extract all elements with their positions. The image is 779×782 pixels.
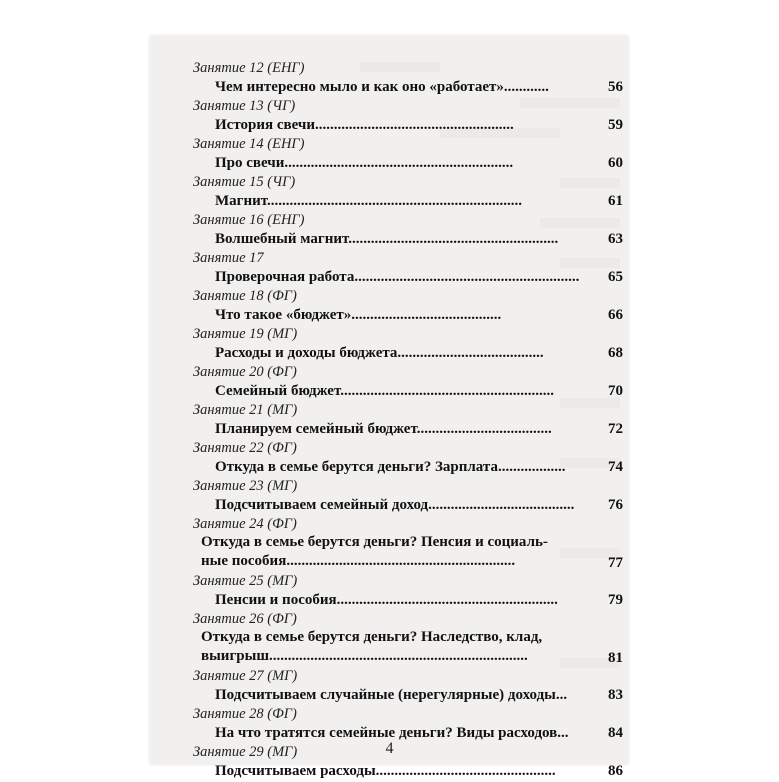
toc-entry[interactable] bbox=[193, 628, 625, 668]
entry-page-number: 60 bbox=[608, 155, 623, 171]
entry-page-number: 68 bbox=[608, 345, 623, 361]
toc-item bbox=[193, 288, 625, 326]
entry-page-number: 59 bbox=[608, 117, 623, 133]
entry-page-number: 86 bbox=[608, 763, 623, 779]
entry-title: Расходы и доходы бюджета....................................... bbox=[215, 345, 544, 361]
lesson-label: Занятие 21 (МГ) bbox=[193, 402, 298, 418]
lesson-label: Занятие 19 (МГ) bbox=[193, 326, 298, 342]
lesson-label: Занятие 28 (ФГ) bbox=[193, 706, 297, 722]
toc-item bbox=[193, 98, 625, 136]
toc-entry[interactable] bbox=[193, 115, 625, 136]
lesson-label: Занятие 12 (ЕНГ) bbox=[193, 60, 305, 76]
entry-page-number: 81 bbox=[608, 650, 623, 666]
entry-title: Проверочная работа............................................................ bbox=[215, 269, 580, 285]
entry-page-number: 66 bbox=[608, 307, 623, 323]
entry-title-line1: Откуда в семье берутся деньги? Наследство, клад, bbox=[201, 629, 543, 645]
toc-entry[interactable] bbox=[193, 457, 625, 478]
lesson-label: Занятие 24 (ФГ) bbox=[193, 516, 297, 532]
toc-item bbox=[193, 326, 625, 364]
lesson-label: Занятие 25 (МГ) bbox=[193, 573, 298, 589]
entry-title-line1: Откуда в семье берутся деньги? Пенсия и социаль- bbox=[201, 534, 548, 550]
entry-page-number: 65 bbox=[608, 269, 623, 285]
entry-title: История свечи..................................................... bbox=[215, 117, 514, 133]
toc-item bbox=[193, 250, 625, 288]
toc-item bbox=[193, 402, 625, 440]
toc-entry[interactable] bbox=[193, 343, 625, 364]
lesson-label: Занятие 22 (ФГ) bbox=[193, 440, 297, 456]
toc-item bbox=[193, 706, 625, 744]
entry-title: Про свечи............................................................. bbox=[215, 155, 514, 171]
entry-title-line2: ные пособия............................................................. bbox=[201, 553, 516, 569]
entry-title: Подсчитываем расходы................................................ bbox=[215, 763, 556, 779]
lesson-label: Занятие 16 (ЕНГ) bbox=[193, 212, 305, 228]
entry-page-number: 84 bbox=[608, 725, 623, 741]
lesson-label: Занятие 18 (ФГ) bbox=[193, 288, 297, 304]
entry-page-number: 77 bbox=[608, 555, 623, 571]
entry-title bbox=[201, 628, 581, 666]
lesson-label: Занятие 13 (ЧГ) bbox=[193, 98, 296, 114]
entry-title: Семейный бюджет......................................................... bbox=[215, 383, 554, 399]
lesson-label: Занятие 15 (ЧГ) bbox=[193, 174, 296, 190]
toc-entry[interactable] bbox=[193, 191, 625, 212]
toc-item bbox=[193, 212, 625, 250]
entry-title: Волшебный магнит........................................................ bbox=[215, 231, 559, 247]
toc-entry[interactable] bbox=[193, 533, 625, 573]
toc-entry[interactable] bbox=[193, 229, 625, 250]
toc-item bbox=[193, 516, 625, 573]
toc-item bbox=[193, 60, 625, 98]
entry-title: Пенсии и пособия........................................................... bbox=[215, 592, 558, 608]
entry-title: На что тратятся семейные деньги? Виды расходов... bbox=[215, 725, 569, 741]
lesson-label: Занятие 17 bbox=[193, 250, 264, 266]
lesson-label: Занятие 29 (МГ) bbox=[193, 744, 298, 760]
toc-item bbox=[193, 440, 625, 478]
toc-entry[interactable] bbox=[193, 685, 625, 706]
lesson-label: Занятие 14 (ЕНГ) bbox=[193, 136, 305, 152]
toc-entry[interactable] bbox=[193, 419, 625, 440]
entry-title: Откуда в семье берутся деньги? Зарплата.................. bbox=[215, 459, 566, 475]
entry-title: Подсчитываем семейный доход....................................... bbox=[215, 497, 575, 513]
page-number: 4 bbox=[385, 740, 394, 757]
entry-page-number: 79 bbox=[608, 592, 623, 608]
toc-item bbox=[193, 668, 625, 706]
toc-entry[interactable] bbox=[193, 305, 625, 326]
entry-title: Подсчитываем случайные (нерегулярные) доходы... bbox=[215, 687, 568, 703]
entry-title: Что такое «бюджет»........................................ bbox=[215, 307, 502, 323]
lesson-label: Занятие 23 (МГ) bbox=[193, 478, 298, 494]
toc-entry[interactable] bbox=[193, 153, 625, 174]
lesson-label: Занятие 26 (ФГ) bbox=[193, 611, 297, 627]
entry-page-number: 72 bbox=[608, 421, 623, 437]
toc-entry[interactable] bbox=[193, 381, 625, 402]
entry-page-number: 56 bbox=[608, 79, 623, 95]
entry-title: Планируем семейный бюджет.................................... bbox=[215, 421, 552, 437]
toc-item bbox=[193, 174, 625, 212]
toc-entry[interactable] bbox=[193, 267, 625, 288]
lesson-label: Занятие 27 (МГ) bbox=[193, 668, 298, 684]
entry-title bbox=[201, 533, 581, 571]
toc-item bbox=[193, 136, 625, 174]
entry-page-number: 76 bbox=[608, 497, 623, 513]
entry-page-number: 63 bbox=[608, 231, 623, 247]
lesson-label: Занятие 20 (ФГ) bbox=[193, 364, 297, 380]
entry-page-number: 83 bbox=[608, 687, 623, 703]
toc-entry[interactable] bbox=[193, 77, 625, 98]
entry-title-line2: выигрыш..................................................................... bbox=[201, 648, 528, 664]
toc-item bbox=[193, 478, 625, 516]
entry-page-number: 61 bbox=[608, 193, 623, 209]
toc-entry[interactable] bbox=[193, 590, 625, 611]
entry-page-number: 70 bbox=[608, 383, 623, 399]
table-of-contents bbox=[193, 60, 625, 782]
entry-title: Магнит.................................................................... bbox=[215, 193, 522, 209]
entry-page-number: 74 bbox=[608, 459, 623, 475]
entry-title: Чем интересно мыло и как оно «работает»............ bbox=[215, 79, 549, 95]
toc-entry[interactable] bbox=[193, 495, 625, 516]
toc-item bbox=[193, 364, 625, 402]
toc-item bbox=[193, 611, 625, 668]
toc-item bbox=[193, 573, 625, 611]
